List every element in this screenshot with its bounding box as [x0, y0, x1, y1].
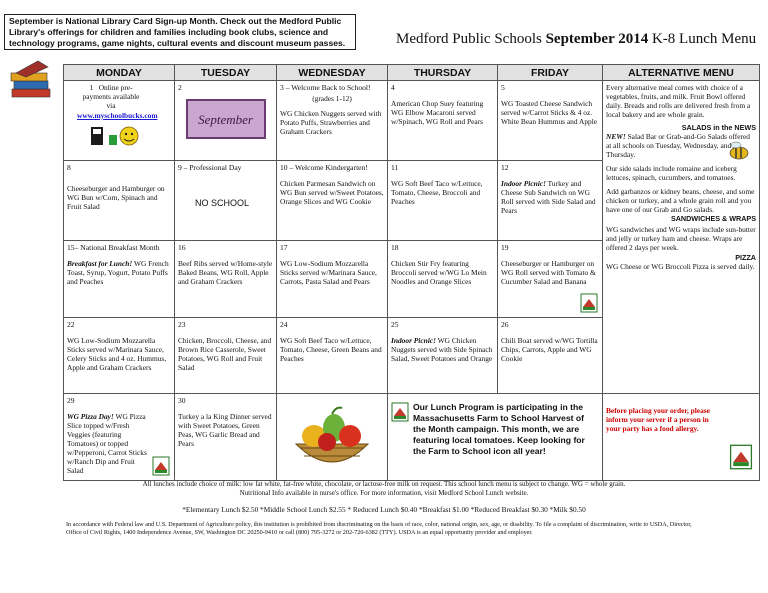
day-number: 9 – Professional Day [178, 163, 242, 172]
day-cell [277, 241, 388, 318]
meal-text: Cheeseburger and Hamburger on WG Bun w/Corn, Spinach and Fruit Salad [67, 184, 165, 211]
pizza-day-label: WG Pizza Day! [67, 412, 114, 421]
day-number: 19 [501, 243, 509, 252]
day-cell [498, 161, 603, 241]
day-number: 11 [391, 163, 399, 172]
allergy-notice: Before placing your order, please inform your server if a person in your party has a food allergy. [606, 406, 710, 433]
day-number: 30 [178, 396, 186, 405]
sandwiches-heading: SANDWICHES & WRAPS [670, 214, 756, 223]
books-icon [8, 55, 54, 103]
header-alternative-menu: ALTERNATIVE MENU [603, 65, 760, 81]
title-school: Medford Public Schools [396, 31, 546, 47]
day-cell [64, 318, 175, 394]
alt-intro: Every alternative meal comes with choice of a vegetables, fruits, and milk. Fruit Bowl offered daily. Breads and rolls are delivered fresh from a local bakery and are whole grain. [606, 83, 751, 119]
meal-text: Cheeseburger or Hamburger on WG Roll served with Tomato & Cucumber Salad and Banana [501, 259, 596, 286]
day-cell [388, 318, 498, 394]
day-cell [175, 241, 277, 318]
pizza-text: WG Cheese or WG Broccoli Pizza is served daily. [606, 262, 755, 271]
day-number: 8 [67, 163, 71, 172]
meal-text: Chili Boat served w/WG Tortilla Chips, Carrots, Apple and WG Cookie [501, 336, 598, 363]
price-list: *Elementary Lunch $2.50 *Middle School Lunch $2.55 * Reduced Lunch $0.40 *Breakfast $1.00 *Reduced Breakfast $0.30 *Milk $0.50 [182, 505, 586, 514]
day-cell [388, 241, 498, 318]
computer-icon [89, 123, 141, 149]
day-number: 3 – Welcome Back to School! [280, 83, 371, 92]
farm-to-school-icon [152, 456, 170, 476]
meal-text: Chicken Stir Fry featuring Broccoli served w/WG Lo Mein Noodles and Orange Slices [391, 259, 487, 286]
day-cell [277, 394, 388, 481]
day-cell [498, 318, 603, 394]
day-number: 25 [391, 320, 399, 329]
day-cell [277, 318, 388, 394]
day-number: 24 [280, 320, 288, 329]
pizza-heading: PIZZA [735, 253, 756, 262]
milk-note: All lunches include choice of milk: low fat white, fat-free white, chocolate, or lactose-free milk on request. This school lunch menu is subject to change. WG = whole grain. [142, 480, 626, 488]
week-row [64, 81, 760, 161]
meal-text: WG Low-Sodium Mozzarella Sticks served w/Marinara Sauce, Carrots, Pasta Salad and Pears [280, 259, 377, 286]
meal-text: Chicken Parmesan Sandwich on WG Bun served w/Sweet Potatoes, Orange Slices and WG Cookie [280, 179, 384, 206]
meal-text: WG Low-Sodium Mozzarella Sticks served w/Marinara Sauce, Celery Sticks and 4 oz. Hummus, Apple and Graham Crackers [67, 336, 167, 372]
day-number: 12 [501, 163, 509, 172]
day-cell [64, 161, 175, 241]
farm-to-school-icon [729, 444, 753, 470]
meal-text: WG Soft Beef Taco w/Lettuce, Tomato, Cheese, Green Beans and Peaches [280, 336, 382, 363]
day-number: 2 [178, 83, 182, 92]
header-tuesday: TUESDAY [175, 65, 277, 81]
september-banner-text: September [198, 111, 253, 127]
day-number: 22 [67, 320, 75, 329]
meal-text [67, 259, 171, 286]
salads-new: NEW! [606, 132, 626, 141]
meal-text: Beef Ribs served w/Home-style Baked Beans, WG Roll, Apple and Graham Crackers [178, 259, 273, 286]
day-cell [498, 81, 603, 161]
lunch-calendar [63, 64, 760, 481]
day-number: 26 [501, 320, 509, 329]
day-number: 1 [89, 83, 94, 92]
day-number: 4 [391, 83, 395, 92]
header-wednesday: WEDNESDAY [277, 65, 388, 81]
grab-and-go-text: Add garbanzos or kidney beans, cheese, and some chicken or turkey, and a whole grain roll and you have one of our Grab and Go salads. [606, 187, 755, 214]
september-banner [186, 99, 266, 139]
day-cell [277, 81, 388, 161]
title-suffix: K-8 Lunch Menu [648, 31, 757, 47]
header-monday: MONDAY [64, 65, 175, 81]
meal-text: WG Chicken Nuggets served with Potato Puffs, Strawberries and Graham Crackers [280, 109, 382, 136]
meal-text: Chicken, Broccoli, Cheese, and Brown Rice Casserole, Sweet Potatoes, WG Roll and Fruit Salad [178, 336, 272, 372]
meal-text: American Chop Suey featuring WG Elbow Macaroni served w/Spinach, WG Roll and Pears [391, 99, 484, 126]
meal-text-rest: WG French Toast, Syrup, Yogurt, Potato Puffs and Peaches [67, 259, 169, 286]
day-cell [175, 161, 277, 241]
meal-text: Turkey a la King Dinner served with Sweet Potatoes, Green Peas, WG Garlic Bread and Pears [178, 412, 272, 448]
page-title [396, 31, 756, 48]
farm-to-school-cell [388, 394, 603, 481]
myschoolbucks-link[interactable]: www.myschoolbucks.com [77, 111, 158, 120]
nutrition-note: Nutritional Info available in nurse's office. For more information, visit Medford School Lunch website. [239, 488, 529, 497]
day-number: 15– National Breakfast Month [67, 243, 160, 252]
header-friday: FRIDAY [498, 65, 603, 81]
day-cell [277, 161, 388, 241]
day-number: 23 [178, 320, 186, 329]
day-cell [175, 318, 277, 394]
meal-text-rest: WG Pizza Slice topped w/Fresh Veggies (featuring Tomatoes) or topped w/Pepperoni, Carrot Sticks w/Ranch Dip and Fruit Salad [67, 412, 147, 475]
day-number: 16 [178, 243, 186, 252]
salads-heading: SALADS in the NEWS [681, 123, 756, 132]
alternative-menu-cell [603, 81, 760, 394]
day-number: 10 – Welcome Kindergarten! [280, 163, 368, 172]
meal-text: WG Toasted Cheese Sandwich served w/Carrot Sticks & 4 oz. White Bean Hummus and Apple [501, 99, 598, 126]
meal-text [67, 412, 153, 475]
allergy-cell [603, 394, 760, 481]
farm-to-school-icon [391, 402, 409, 422]
bee-icon [724, 140, 754, 162]
fruit-basket-icon [282, 398, 382, 476]
prepay-text: Online pre-payments available via [82, 83, 140, 110]
meal-text [501, 179, 599, 215]
farm-to-school-icon [580, 293, 598, 313]
indoor-picnic-label: Indoor Picnic! [501, 179, 546, 188]
day-cell [64, 81, 175, 161]
week-row [64, 394, 760, 481]
day-cell [175, 81, 277, 161]
day-number: 29 [67, 396, 75, 405]
meal-text-rest: Turkey and Cheese Sub Sandwich on WG Roll served with Side Salad and Pears [501, 179, 596, 215]
day-cell [498, 241, 603, 318]
no-school-label: NO SCHOOL [195, 198, 250, 208]
day-cell [64, 241, 175, 318]
weekday-header-row [64, 65, 760, 81]
breakfast-for-lunch-label: Breakfast for Lunch! [67, 259, 133, 268]
nondiscrimination-statement: In accordance with Federal law and U.S. Department of Agriculture policy, this institution is prohibited from discriminating on the basis of race, color, national origin, sex, age, or disability. To file a complaint of discrimination, write to USDA, Director, Office of Civil Rights, 1400 Independence Avenue, SW, Washington DC 20250-9410 or call (800) 795-3272 or 202-720-6382 (TTY). USDA is an equal opportunity provider and employer. [66, 521, 692, 536]
meal-text: WG Soft Beef Taco w/Lettuce, Tomato, Cheese, Broccoli and Peaches [391, 179, 483, 206]
day-cell [175, 394, 277, 481]
day-cell [64, 394, 175, 481]
header-thursday: THURSDAY [388, 65, 498, 81]
library-notice: September is National Library Card Sign-up Month. Check out the Medford Public Library's offerings for children and families including book clubs, science and technology programs, game nights, cultural events and discount museum passes. [4, 14, 356, 50]
footer [0, 480, 768, 497]
grades-note: (grades 1-12) [312, 94, 352, 103]
title-month: September 2014 [545, 31, 649, 47]
day-number: 18 [391, 243, 399, 252]
indoor-picnic-label: Indoor Picnic! [391, 336, 436, 345]
side-salads-text: Our side salads include romaine and iceberg lettuces, spinach, cucumbers, and tomatoes. [606, 164, 737, 182]
meal-text [391, 336, 494, 363]
day-number: 5 [501, 83, 505, 92]
farm-to-school-text: Our Lunch Program is participating in the Massachusetts Farm to School Harvest of the Month campaign. This month, we are featuring local tomatoes. Keep looking for the Farm to School icon all year! [413, 402, 585, 456]
day-cell [388, 81, 498, 161]
day-number: 17 [280, 243, 288, 252]
sandwiches-text: WG sandwiches and WG wraps include sun-butter and jelly or turkey ham and cheese. Wraps are offered 2 days per week. [606, 225, 756, 252]
day-cell [388, 161, 498, 241]
salads-text: Salad Bar or Grab-and-Go Salads offered at all schools on Tuesday, Wednesday, and Thursday. [606, 132, 750, 159]
meal-text-rest: WG Chicken Nuggets served with Side Spinach Salad, Sweet Potatoes and Orange [391, 336, 493, 363]
